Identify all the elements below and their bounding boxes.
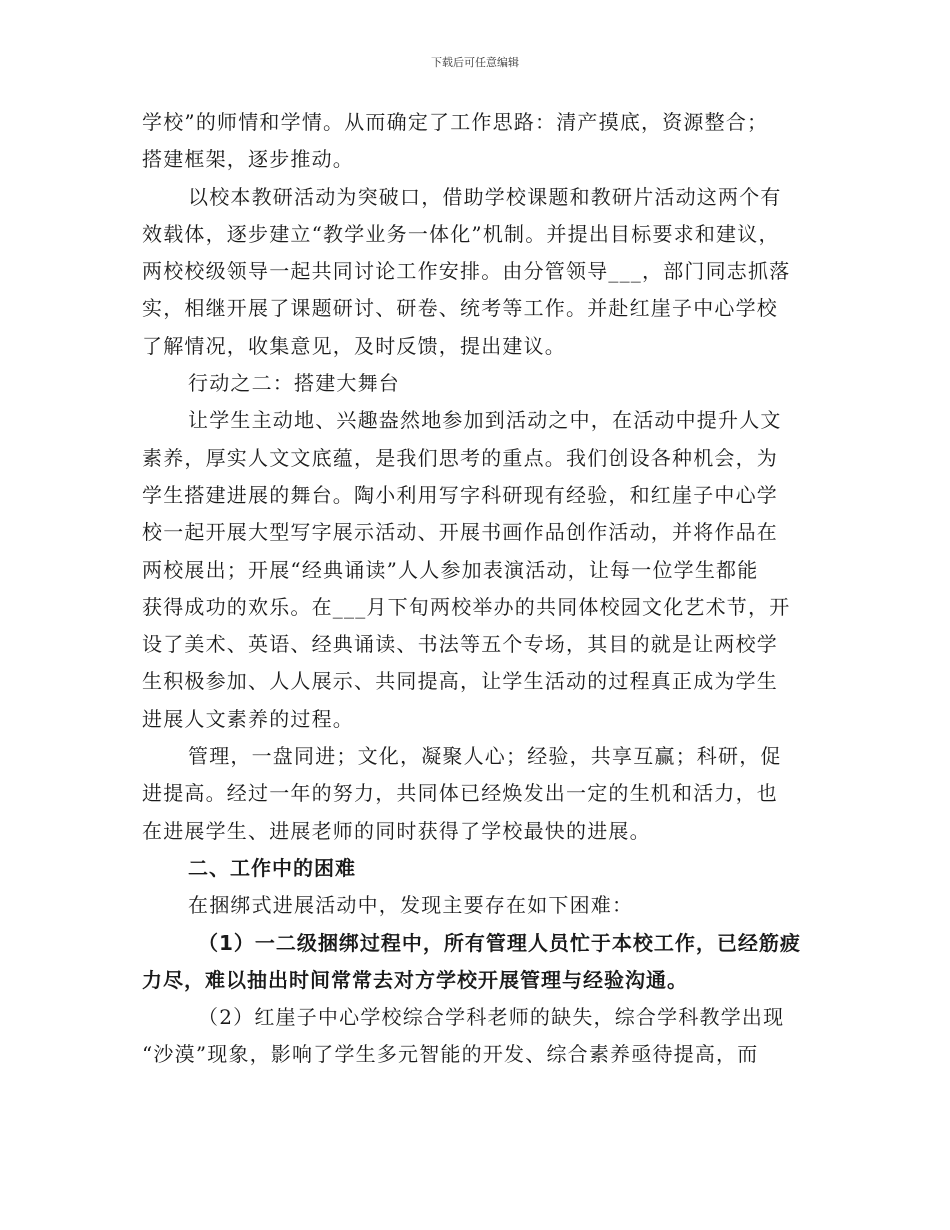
paragraph-line: 设了美术、英语、经典诵读、书法等五个专场，其目的就是让两校学: [142, 632, 778, 657]
paragraph-line: 进提高。经过一年的努力，共同体已经焕发出一定的生机和活力，也: [142, 781, 778, 806]
paragraph-line: 学生搭建进展的舞台。陶小利用写字科研现有经验，和红崖子中心学: [142, 482, 778, 507]
bold-paragraph-line: 力尽，难以抽出时间常常去对方学校开展管理与经验沟通。: [142, 967, 688, 992]
paragraph-line: 效载体，逐步建立“教学业务一体化”机制。并提出目标要求和建议，: [142, 221, 780, 246]
paragraph-line: 以校本教研活动为突破口，借助学校课题和教研片活动这两个有: [188, 184, 782, 209]
paragraph-line: 生积极参加、人人展示、共同提高，让学生活动的过程真正成为学生: [142, 669, 778, 694]
paragraph-line: 了解情况，收集意见，及时反馈，提出建议。: [142, 333, 566, 358]
paragraph-line: 两校校级领导一起共同讨论工作安排。由分管领导___，部门同志抓落: [142, 259, 791, 284]
paragraph-line: 在捆绑式进展活动中，发现主要存在如下困难：: [188, 893, 634, 918]
paragraph-line: 管理，一盘同进；文化，凝聚人心；经验，共享互赢；科研，促: [188, 744, 782, 769]
bold-paragraph-line: （1）一二级捆绑过程中，所有管理人员忙于本校工作，已经筋疲: [198, 930, 801, 955]
page-header: 下载后可任意编辑: [431, 56, 519, 69]
section-heading: 二、工作中的困难: [188, 855, 356, 880]
document-body: [142, 104, 822, 1074]
paragraph-line: 搭建框架，逐步推动。: [142, 147, 354, 172]
subheading: 行动之二：搭建大舞台: [188, 371, 400, 396]
paragraph-line: 在进展学生、进展老师的同时获得了学校最快的进展。: [142, 818, 651, 843]
paragraph-line: 校一起开展大型写字展示活动、开展书画作品创作活动，并将作品在: [142, 520, 778, 545]
paragraph-line: 获得成功的欢乐。在___月下旬两校举办的共同体校园文化艺术节，开: [142, 594, 791, 619]
paragraph-line: “沙漠”现象，影响了学生多元智能的开发、综合素养亟待提高，而: [142, 1042, 759, 1067]
paragraph-line: 两校展出；开展“经典诵读”人人参加表演活动，让每一位学生都能: [142, 557, 759, 582]
paragraph-line: 让学生主动地、兴趣盎然地参加到活动之中，在活动中提升人文: [188, 408, 782, 433]
paragraph-line: 进展人文素养的过程。: [142, 706, 354, 731]
paragraph-line: 素养，厚实人文文底蕴，是我们思考的重点。我们创设各种机会，为: [142, 445, 778, 470]
paragraph-line: （2）红崖子中心学校综合学科老师的缺失，综合学科教学出现: [198, 1005, 785, 1030]
paragraph-line: 学校”的师情和学情。从而确定了工作思路：清产摸底，资源整合；: [142, 110, 769, 134]
paragraph-line: 实，相继开展了课题研讨、研卷、统考等工作。并赴红崖子中心学校: [142, 296, 778, 321]
